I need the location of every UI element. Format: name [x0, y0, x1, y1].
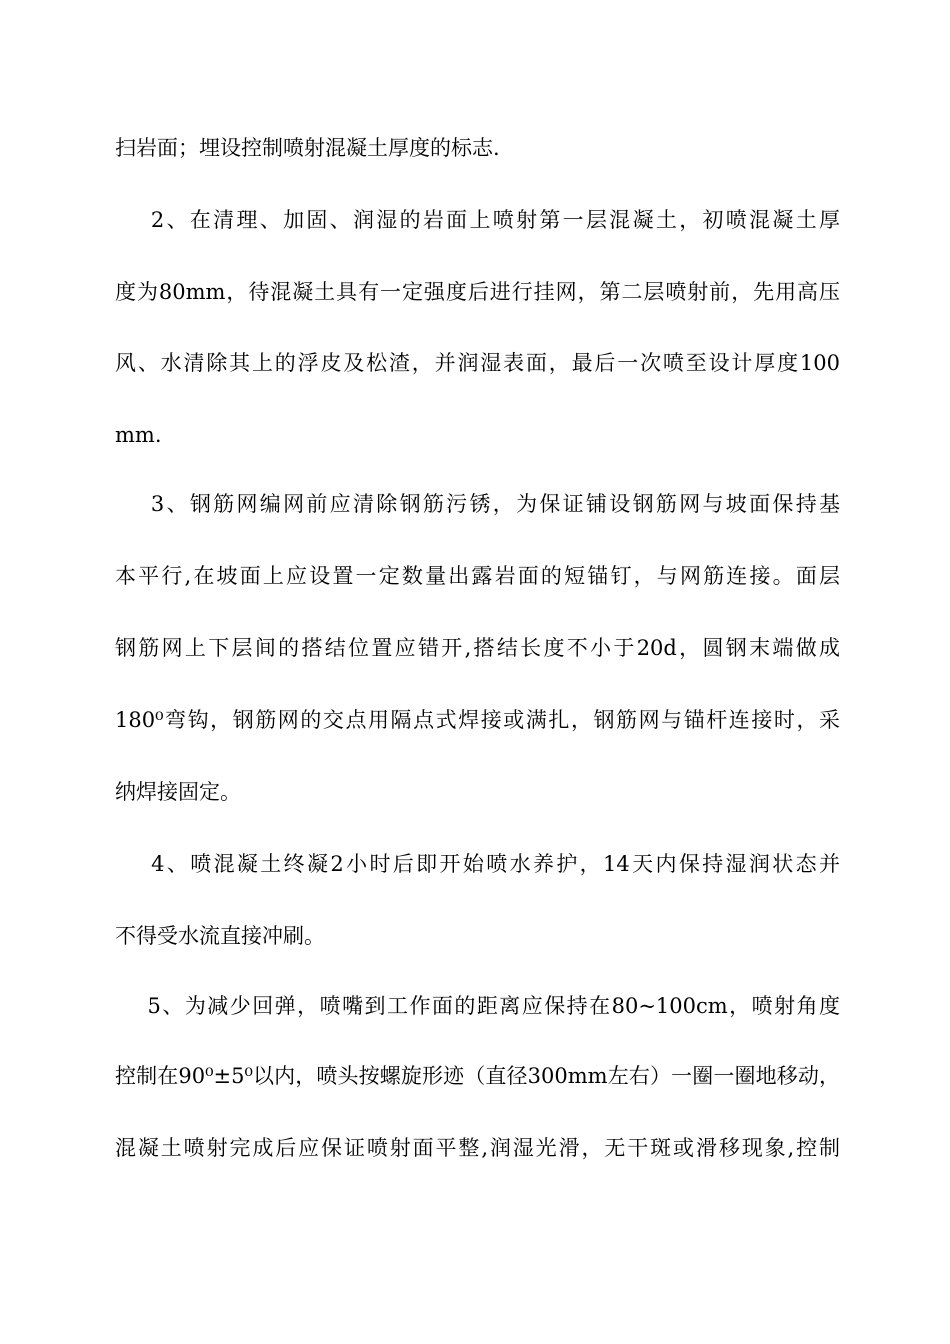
- text-line: 混凝土喷射完成后应保证喷射面平整,润湿光滑，无干斑或滑移现象,控制: [115, 1136, 840, 1160]
- text-line: 3、钢筋网编网前应清除钢筋污锈，为保证铺设钢筋网与坡面保持基: [115, 492, 840, 516]
- text-line: 风、水清除其上的浮皮及松渣，并润湿表面，最后一次喷至设计厚度100: [115, 351, 840, 375]
- text-line: 度为80mm，待混凝土具有一定强度后进行挂网，第二层喷射前，先用高压: [115, 280, 840, 304]
- text-line: 纳焊接固定。: [115, 780, 241, 804]
- text-line: 4、喷混凝土终凝2小时后即开始喷水养护，14天内保持湿润状态并: [115, 852, 840, 876]
- text-line: mm.: [115, 423, 162, 447]
- text-line: 控制在90⁰±5⁰以内，喷头按螺旋形迹（直径300mm左右）一圈一圈地移动，: [115, 1064, 840, 1088]
- text-line: 180⁰弯钩，钢筋网的交点用隔点式焊接或满扎，钢筋网与锚杆连接时，采: [115, 708, 840, 732]
- text-line: 不得受水流直接冲刷。: [115, 924, 325, 948]
- text-line: 本平行,在坡面上应设置一定数量出露岩面的短锚钉，与网筋连接。面层: [115, 564, 840, 588]
- text-line: 扫岩面；埋设控制喷射混凝土厚度的标志.: [115, 136, 500, 160]
- text-line: 5、为减少回弹，喷嘴到工作面的距离应保持在80~100cm，喷射角度: [115, 994, 840, 1018]
- text-line: 钢筋网上下层间的搭结位置应错开,搭结长度不小于20d，圆钢末端做成: [115, 636, 840, 660]
- text-line: 2、在清理、加固、润湿的岩面上喷射第一层混凝土，初喷混凝土厚: [115, 208, 840, 232]
